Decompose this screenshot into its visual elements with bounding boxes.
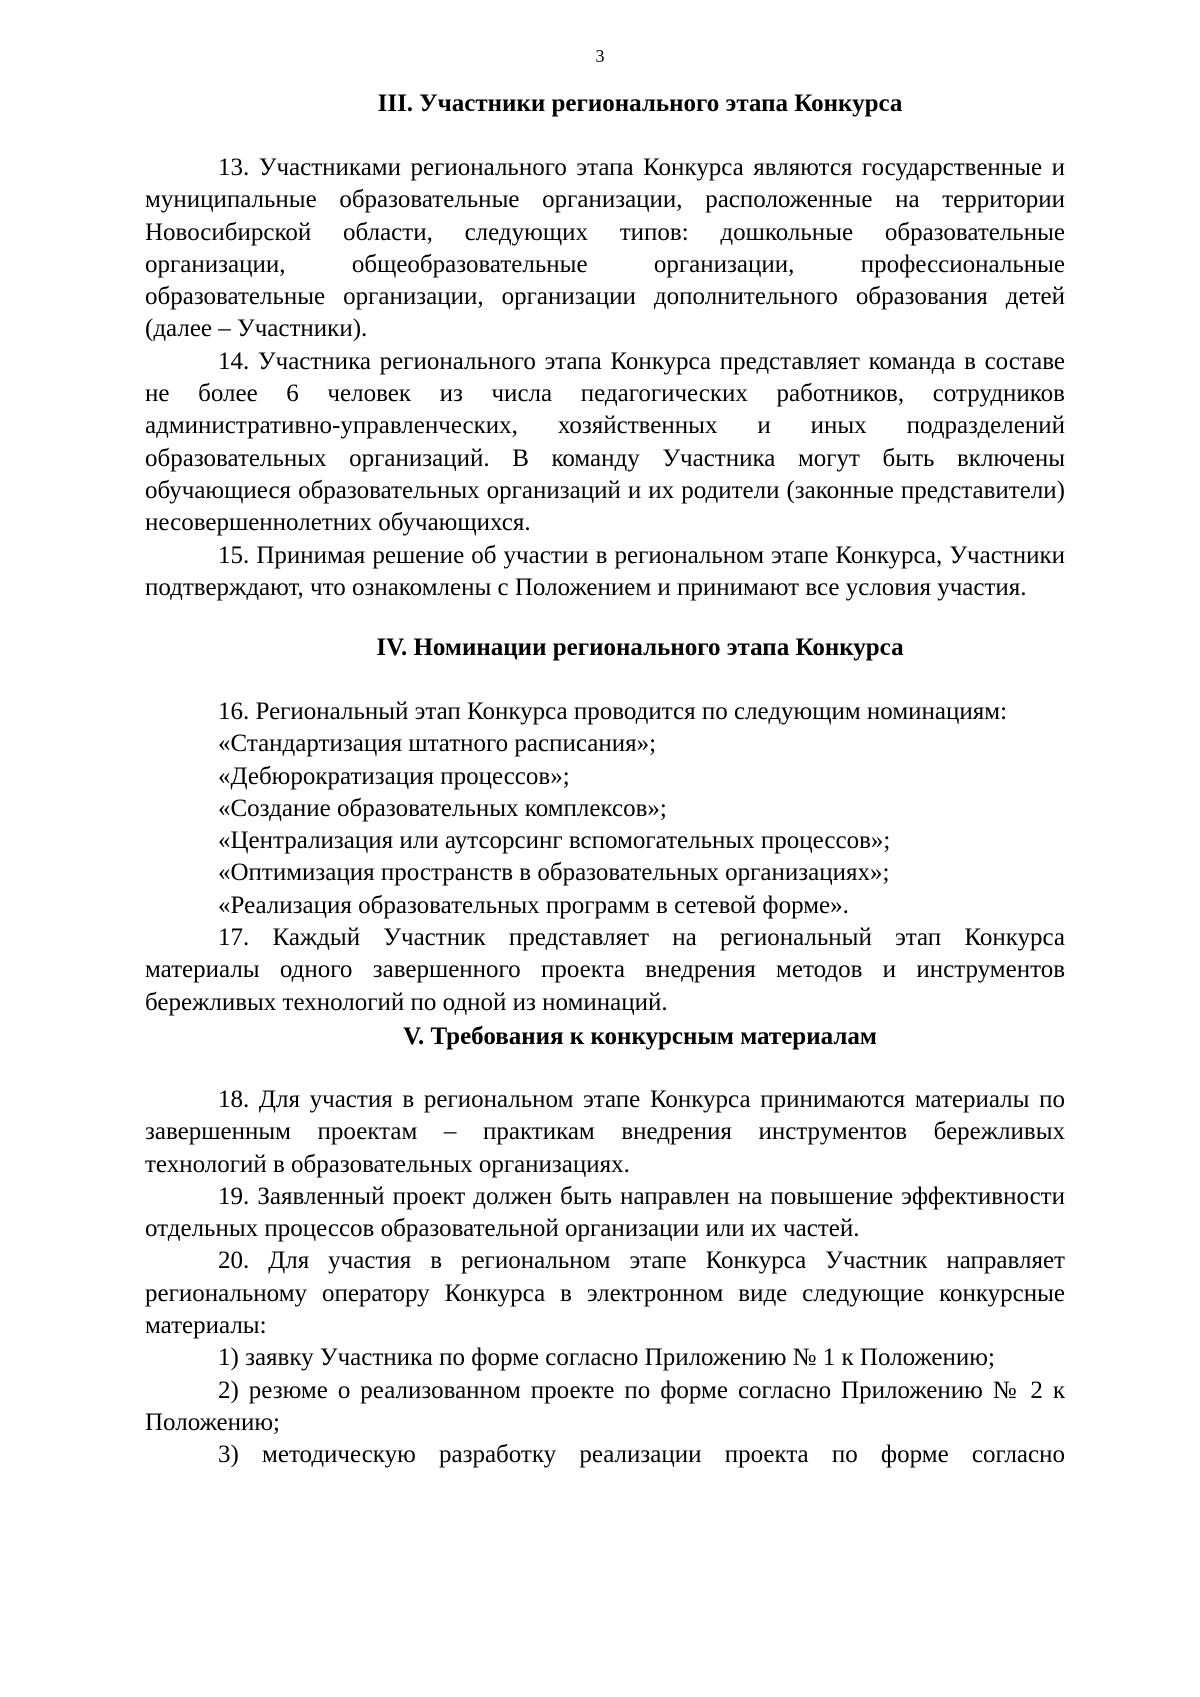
paragraph-16: 16. Региональный этап Конкурса проводится по следующим номинациям: (218, 698, 1008, 725)
section-heading-5: V. Требования к конкурсным материалам (403, 1023, 877, 1050)
section-5-body (145, 1084, 1065, 1472)
nomination-item: «Создание образовательных комплексов»; (218, 794, 667, 822)
paragraph-20: 20. Для участия в региональном этапе Конкурса Участник направляет региональному оператору Конкурса в электронном виде следующие конкурсные материалы: (145, 1247, 1065, 1340)
section-3-body (145, 152, 1065, 604)
page-number: 3 (595, 46, 605, 66)
nomination-item: «Стандартизация штатного расписания»; (218, 730, 657, 758)
materials-item: 2) резюме о реализованном проекте по форме согласно Приложению № 2 к Положению; (145, 1376, 1065, 1436)
nomination-item: «Дебюрократизация процессов»; (218, 762, 570, 790)
paragraph-17: 17. Каждый Участник представляет на региональный этап Конкурса материалы одного завершенного проекта внедрения методов и инструментов бережливых технологий по одной из номинаций. (145, 924, 1065, 1016)
materials-item: 1) заявку Участника по форме согласно Приложению № 1 к Положению; (218, 1344, 995, 1372)
paragraph-15: 15. Принимая решение об участии в региональном этапе Конкурса, Участники подтверждают, что ознакомлены с Положением и принимают все условия участия. (145, 541, 1065, 601)
nomination-item: «Реализация образовательных программ в сетевой форме». (218, 891, 849, 919)
paragraph-18: 18. Для участия в региональном этапе Конкурса принимаются материалы по завершенным проектам – практикам внедрения инструментов бережливых технологий в образовательных организациях. (145, 1086, 1065, 1178)
materials-item: 3) методическую разработку реализации проекта по форме согласно (218, 1441, 1065, 1469)
paragraph-19: 19. Заявленный проект должен быть направлен на повышение эффективности отдельных процессов образовательной организации или их частей. (145, 1182, 1065, 1243)
section-heading-3: III. Участники регионального этапа Конкурса (377, 90, 903, 117)
nomination-item: «Оптимизация пространств в образовательных организациях»; (218, 859, 890, 887)
paragraph-13: 13. Участниками регионального этапа Конкурса являются государственные и муниципальные образовательные организации, расположенные на территории Новосибирской области, следующих типов: дошкольные образовательные организации, общеобразовательные организации, профессиональные образовательные организации, организации дополнительного образования детей (далее – Участники). (145, 154, 1065, 343)
section-4-body (145, 696, 1065, 1019)
paragraph-14: 14. Участника регионального этапа Конкурса представляет команда в составе не более 6 человек из числа педагогических работников, сотрудников административно-управленческих, хозяйственных и иных подразделений образовательных организаций. В команду Участника могут быть включены обучающиеся образовательных организаций и их родители (законные представители) несовершеннолетних обучающихся. (145, 347, 1065, 537)
section-heading-4: IV. Номинации регионального этапа Конкурса (376, 634, 904, 661)
nomination-item: «Централизация или аутсорсинг вспомогательных процессов»; (218, 827, 891, 855)
